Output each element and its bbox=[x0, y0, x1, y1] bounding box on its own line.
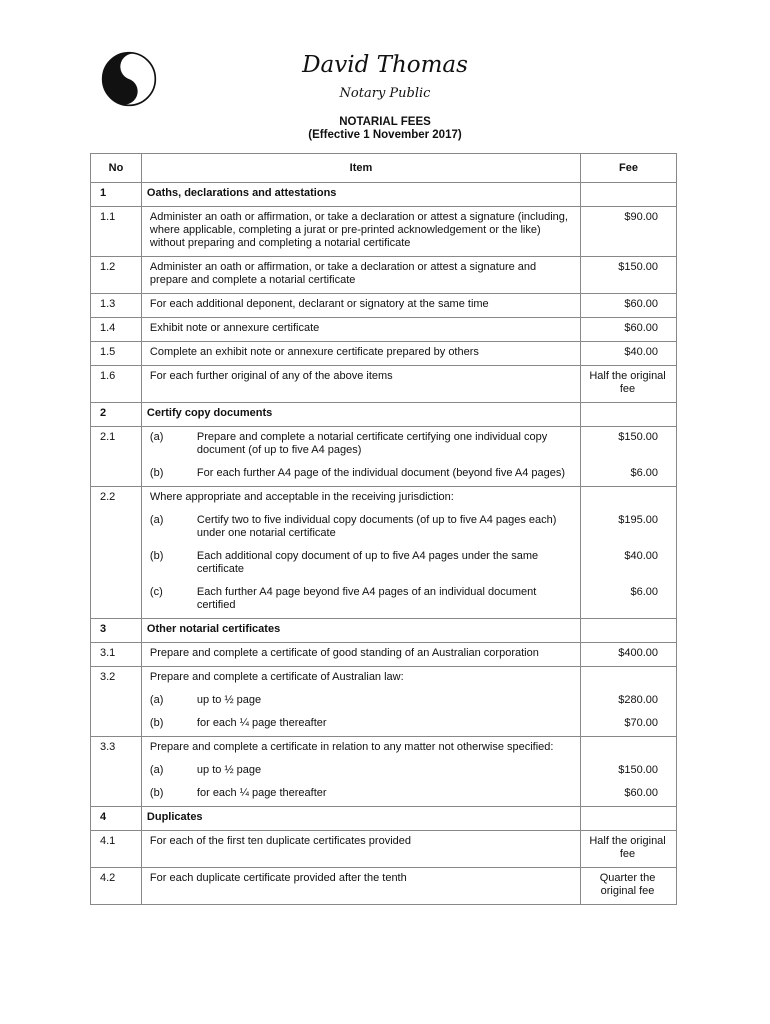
sub-item-text: Each additional copy document of up to five A4 pages under the same certificate bbox=[196, 550, 539, 575]
row-fee: $90.00 bbox=[581, 207, 677, 257]
row-number: 2 bbox=[91, 403, 142, 427]
row-fee: $150.00 bbox=[618, 764, 658, 776]
row-number: 1.6 bbox=[91, 366, 142, 403]
table-row bbox=[91, 690, 677, 713]
table-row bbox=[91, 366, 677, 403]
row-number: 2.1 bbox=[91, 427, 142, 464]
table-row bbox=[91, 257, 677, 294]
fee-rows bbox=[91, 183, 677, 905]
row-fee bbox=[581, 619, 677, 643]
sub-item bbox=[150, 431, 574, 457]
row-item: For each of the first ten duplicate certificates provided bbox=[141, 831, 580, 868]
row-number: 1 bbox=[91, 183, 142, 207]
table-row bbox=[91, 183, 677, 207]
row-fee bbox=[581, 487, 677, 511]
sub-item-label: (b) bbox=[149, 550, 164, 562]
row-item: Administer an oath or affirmation, or take a declaration or attest a signature and prepare and complete a notarial certificate bbox=[141, 257, 580, 294]
sub-item-text: Prepare and complete a notarial certificate certifying one individual copy document (of up to five A4 pages) bbox=[196, 431, 548, 456]
row-fee bbox=[581, 403, 677, 427]
section-title: Oaths, declarations and attestations bbox=[141, 183, 580, 207]
sub-item-text: Certify two to five individual copy documents (of up to five A4 pages each) under one notarial certificate bbox=[196, 514, 557, 539]
sub-item-text: for each ¼ page thereafter bbox=[196, 717, 327, 729]
sub-item bbox=[150, 764, 574, 777]
table-row bbox=[91, 737, 677, 761]
table-row bbox=[91, 667, 677, 691]
sub-item-label: (a) bbox=[149, 431, 164, 443]
row-item: For each duplicate certificate provided after the tenth bbox=[141, 868, 580, 905]
row-number: 3.2 bbox=[91, 667, 142, 691]
table-row bbox=[91, 463, 677, 487]
sub-item-label: (b) bbox=[149, 787, 164, 799]
row-fee bbox=[581, 737, 677, 761]
row-number: 1.5 bbox=[91, 342, 142, 366]
row-item: Exhibit note or annexure certificate bbox=[141, 318, 580, 342]
row-item: Complete an exhibit note or annexure certificate prepared by others bbox=[141, 342, 580, 366]
row-fee: $60.00 bbox=[581, 294, 677, 318]
row-item-sub bbox=[141, 463, 580, 487]
column-header-fee: Fee bbox=[581, 154, 677, 183]
row-number bbox=[91, 546, 142, 582]
sub-item-label: (a) bbox=[149, 694, 164, 706]
row-number: 3.3 bbox=[91, 737, 142, 761]
table-row bbox=[91, 342, 677, 366]
row-fee: $60.00 bbox=[581, 783, 677, 807]
row-number: 1.2 bbox=[91, 257, 142, 294]
sub-item-text: up to ½ page bbox=[196, 764, 262, 776]
sub-item-text: for each ¼ page thereafter bbox=[196, 787, 327, 799]
row-fee: $195.00 bbox=[618, 514, 658, 526]
row-fee: $6.00 bbox=[581, 582, 677, 619]
row-number bbox=[91, 760, 142, 783]
row-number: 1.1 bbox=[91, 207, 142, 257]
row-item: For each additional deponent, declarant or signatory at the same time bbox=[141, 294, 580, 318]
notary-title: Notary Public bbox=[339, 86, 431, 101]
row-fee: Quarter the original fee bbox=[581, 868, 677, 905]
table-row bbox=[91, 713, 677, 737]
section-title: Certify copy documents bbox=[141, 403, 580, 427]
row-fee: $40.00 bbox=[624, 550, 658, 562]
row-item: Administer an oath or affirmation, or take a declaration or attest a signature (including, where applicable, completing a jurat or pre-printed acknowledgement or the like) without preparing and completing a notarial certificate bbox=[141, 207, 580, 257]
sub-item-label: (c) bbox=[149, 586, 163, 598]
sub-item bbox=[150, 550, 574, 576]
sub-item bbox=[150, 787, 574, 800]
column-header-item: Item bbox=[141, 154, 580, 183]
table-row bbox=[91, 760, 677, 783]
sub-item bbox=[150, 586, 574, 612]
row-number: 4.1 bbox=[91, 831, 142, 868]
notary-name: David Thomas bbox=[302, 52, 468, 78]
table-row bbox=[91, 207, 677, 257]
row-item-sub bbox=[141, 713, 580, 737]
heading-title: NOTARIAL FEES bbox=[339, 116, 431, 128]
table-row bbox=[91, 619, 677, 643]
table-row bbox=[91, 831, 677, 868]
row-fee: $6.00 bbox=[581, 463, 677, 487]
table-row bbox=[91, 868, 677, 905]
row-number bbox=[91, 582, 142, 619]
column-header-no: No bbox=[91, 154, 142, 183]
row-number bbox=[91, 510, 142, 546]
row-fee: $60.00 bbox=[581, 318, 677, 342]
row-fee: $150.00 bbox=[618, 431, 658, 443]
sub-item-label: (b) bbox=[149, 467, 164, 479]
row-item-sub bbox=[141, 546, 580, 582]
table-row bbox=[91, 294, 677, 318]
table-row bbox=[91, 807, 677, 831]
row-fee: Half the original fee bbox=[581, 366, 677, 403]
row-item-sub bbox=[141, 690, 580, 713]
row-item: Prepare and complete a certificate of good standing of an Australian corporation bbox=[141, 643, 580, 667]
row-fee: Half the original fee bbox=[581, 831, 677, 868]
row-fee: $150.00 bbox=[581, 257, 677, 294]
row-number: 3.1 bbox=[91, 643, 142, 667]
row-number: 3 bbox=[91, 619, 142, 643]
heading-effective: (Effective 1 November 2017) bbox=[308, 129, 462, 141]
row-number: 1.3 bbox=[91, 294, 142, 318]
sub-item-label: (a) bbox=[149, 514, 164, 526]
row-item-sub bbox=[141, 510, 580, 546]
fees-table bbox=[90, 153, 677, 905]
row-number bbox=[91, 690, 142, 713]
table-row bbox=[91, 546, 677, 582]
table-row bbox=[91, 582, 677, 619]
row-item: Prepare and complete a certificate of Australian law: bbox=[141, 667, 580, 691]
row-number: 2.2 bbox=[91, 487, 142, 511]
sub-item-label: (a) bbox=[149, 764, 164, 776]
sub-item-text: Each further A4 page beyond five A4 pages of an individual document certified bbox=[196, 586, 537, 611]
row-item-sub bbox=[141, 760, 580, 783]
table-row bbox=[91, 427, 677, 464]
section-title: Other notarial certificates bbox=[141, 619, 580, 643]
row-item-sub bbox=[141, 582, 580, 619]
sub-item bbox=[150, 717, 574, 730]
table-row bbox=[91, 487, 677, 511]
sub-item bbox=[150, 467, 574, 480]
table-row bbox=[91, 643, 677, 667]
row-item: For each further original of any of the above items bbox=[141, 366, 580, 403]
sub-item-label: (b) bbox=[149, 717, 164, 729]
table-row bbox=[91, 510, 677, 546]
row-item-sub bbox=[141, 783, 580, 807]
fees-heading bbox=[0, 116, 770, 142]
row-fee: $40.00 bbox=[581, 342, 677, 366]
sub-item bbox=[150, 694, 574, 707]
table-row bbox=[91, 403, 677, 427]
yin-yang-logo bbox=[100, 51, 158, 107]
table-row bbox=[91, 783, 677, 807]
row-number: 1.4 bbox=[91, 318, 142, 342]
table-header-row bbox=[91, 154, 677, 183]
row-fee bbox=[581, 667, 677, 691]
row-fee bbox=[581, 807, 677, 831]
row-item: Prepare and complete a certificate in relation to any matter not otherwise specified: bbox=[141, 737, 580, 761]
row-item: Where appropriate and acceptable in the receiving jurisdiction: bbox=[141, 487, 580, 511]
row-number: 4 bbox=[91, 807, 142, 831]
sub-item bbox=[150, 514, 574, 540]
row-item-sub bbox=[141, 427, 580, 464]
row-fee bbox=[581, 183, 677, 207]
section-title: Duplicates bbox=[141, 807, 580, 831]
row-number bbox=[91, 713, 142, 737]
row-fee: $70.00 bbox=[581, 713, 677, 737]
sub-item-text: up to ½ page bbox=[196, 694, 262, 706]
sub-item-text: For each further A4 page of the individual document (beyond five A4 pages) bbox=[196, 467, 566, 479]
row-fee: $280.00 bbox=[618, 694, 658, 706]
row-number: 4.2 bbox=[91, 868, 142, 905]
row-number bbox=[91, 463, 142, 487]
row-fee: $400.00 bbox=[581, 643, 677, 667]
table-row bbox=[91, 318, 677, 342]
row-number bbox=[91, 783, 142, 807]
